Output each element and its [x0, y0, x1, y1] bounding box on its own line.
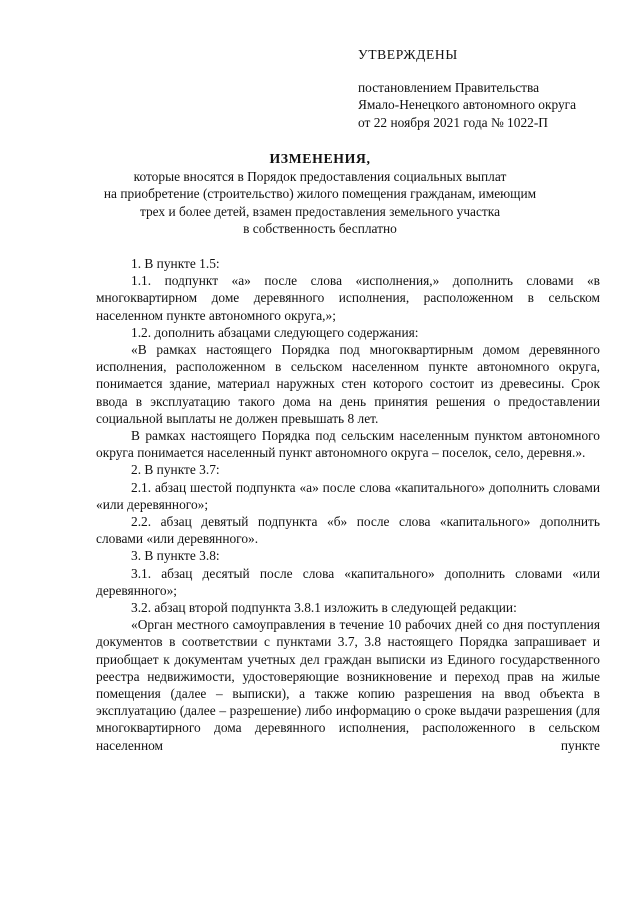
- paragraph-item-2-2: 2.2. абзац девятый подпункта «б» после слова «капитального» дополнить словами «или деревянного».: [96, 514, 600, 547]
- approval-line: постановлением Правительства: [358, 80, 540, 96]
- approval-block: [358, 46, 618, 131]
- document-heading: [100, 150, 540, 237]
- paragraph-quote-2: В рамках настоящего Порядка под сельским населенным пунктом автономного округа понимается населенный пункт автономного округа – поселок, село, деревня.».: [96, 428, 600, 461]
- approval-title: УТВЕРЖДЕНЫ: [358, 47, 458, 62]
- approval-line: от 22 ноября 2021 года № 1022-П: [358, 114, 548, 130]
- paragraph-quote-1: «В рамках настоящего Порядка под многоквартирным домом деревянного исполнения, расположенном в сельском населенном пункте автономного округа, понимается здание, материал наружных стен которого состоит из древесины. Срок ввода в эксплуатацию такого дома на день принятия решения о предоставлении социальной выплаты не должен превышать 8 лет.: [96, 342, 600, 426]
- heading-title: ИЗМЕНЕНИЯ,: [269, 151, 371, 166]
- paragraph-item-3: 3. В пункте 3.8:: [131, 548, 220, 564]
- paragraph-item-1-1: 1.1. подпункт «а» после слова «исполнения,» дополнить словами «в многоквартирном доме деревянного исполнения, расположенном в сельском населенном пункте автономного округа,»;: [96, 273, 600, 323]
- paragraph-item-1: 1. В пункте 1.5:: [131, 256, 220, 271]
- document-body: [96, 255, 600, 754]
- paragraph-quote-3: «Орган местного самоуправления в течение 10 рабочих дней со дня поступления документов в соответствии с пунктами 3.7, 3.8 настоящего Порядка запрашивает и приобщает к документам учетных дел граждан выписки из Единого государственного реестра недвижимости, удостоверяющие возникновение и переход прав на жилые помещения (далее – выписки), а также копию разрешения на ввод объекта в эксплуатацию (далее – разрешение) либо информацию о сроке выдачи разрешения (для многоквартирного дома деревянного исполнения, расположенного в сельском населенном пункте: [96, 617, 600, 753]
- heading-line: на приобретение (строительство) жилого помещения гражданам, имеющим: [103, 186, 537, 202]
- heading-line: в собственность бесплатно: [243, 220, 397, 236]
- paragraph-item-2: 2. В пункте 3.7:: [131, 462, 220, 478]
- heading-line: трех и более детей, взамен предоставления земельного участка: [139, 203, 501, 219]
- paragraph-item-1-2: 1.2. дополнить абзацами следующего содержания:: [131, 324, 419, 340]
- paragraph-item-3-2: 3.2. абзац второй подпункта 3.8.1 изложить в следующей редакции:: [131, 600, 517, 616]
- approval-line: Ямало-Ненецкого автономного округа: [358, 97, 577, 113]
- paragraph-item-2-1: 2.1. абзац шестой подпункта «а» после слова «капитального» дополнить словами «или деревянного»;: [96, 479, 600, 512]
- paragraph-item-3-1: 3.1. абзац десятый после слова «капитального» дополнить словами «или деревянного»;: [96, 565, 600, 598]
- heading-line: которые вносятся в Порядок предоставления социальных выплат: [133, 169, 507, 185]
